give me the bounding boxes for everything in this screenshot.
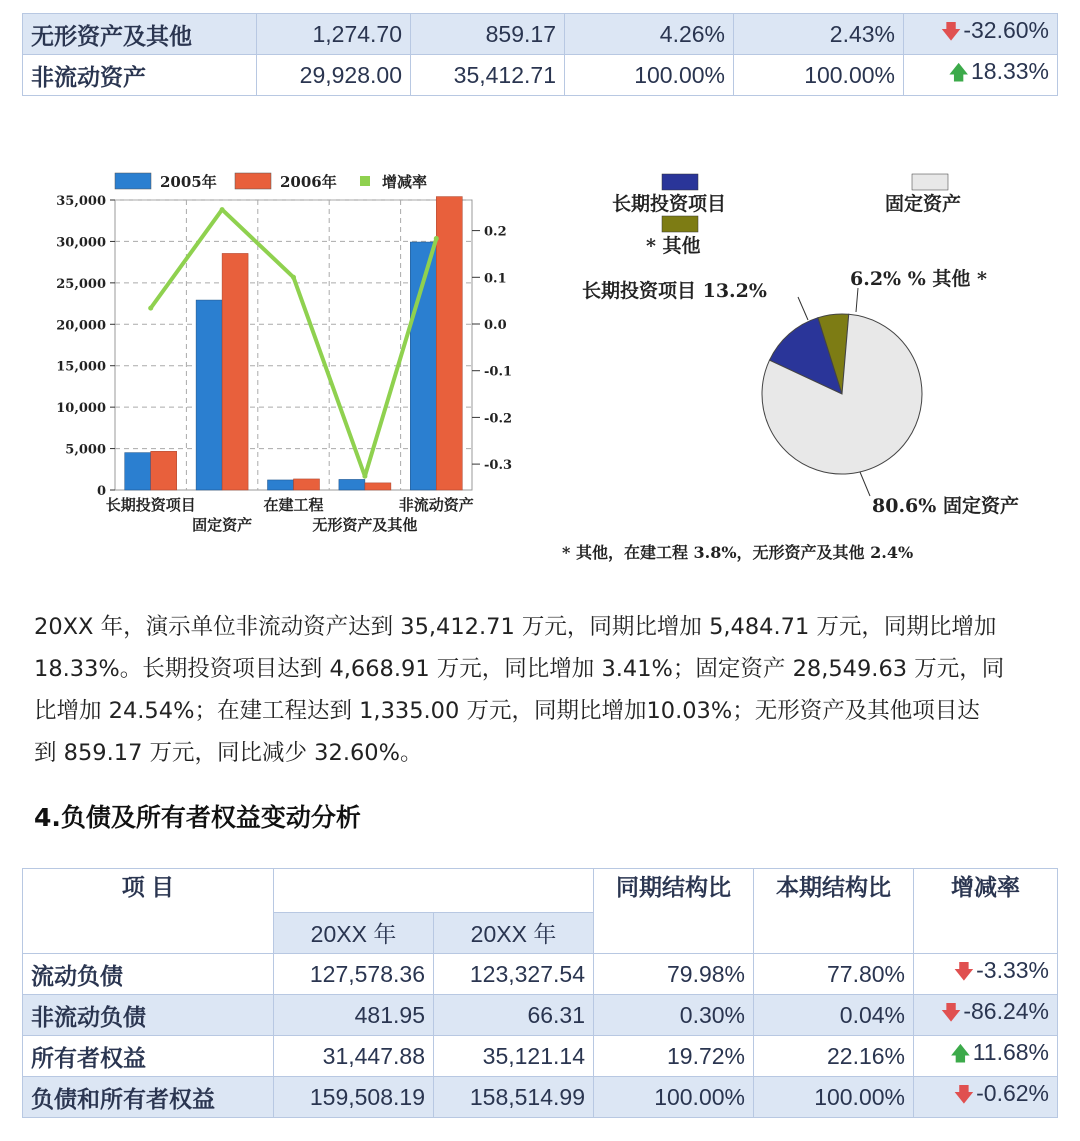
x-tick-label: 在建工程 bbox=[263, 496, 324, 514]
y-tick-label: 30,000 bbox=[56, 235, 106, 251]
y2-tick-label: -0.2 bbox=[484, 411, 513, 427]
row-label: 非流动资产 bbox=[23, 55, 257, 96]
pie-footnote: * 其他，在建工程 3.8%，无形资产及其他 2.4% bbox=[562, 543, 914, 562]
x-tick-label: 固定资产 bbox=[192, 516, 253, 534]
legend-swatch bbox=[360, 176, 370, 186]
table-row bbox=[23, 954, 1058, 995]
leader-line bbox=[860, 472, 870, 496]
row-label: 所有者权益 bbox=[23, 1036, 274, 1077]
slice-label: 6.2% % 其他 * bbox=[850, 268, 987, 290]
section-title: 4.负债及所有者权益变动分析 bbox=[34, 803, 361, 832]
header-curr-structure: 本期结构比 bbox=[754, 869, 914, 954]
legend-swatch bbox=[235, 173, 271, 189]
table-row bbox=[23, 14, 1058, 55]
y2-tick-label: 0.0 bbox=[484, 318, 507, 333]
value-curr: 35,121.14 bbox=[434, 1036, 594, 1077]
curr-structure: 77.80% bbox=[754, 954, 914, 995]
bar-2006 bbox=[222, 253, 248, 490]
slice-label: 长期投资项目 13.2% bbox=[582, 280, 767, 302]
bar-2006 bbox=[294, 479, 320, 490]
table-row bbox=[23, 995, 1058, 1036]
arrow-down-icon: 🡇 bbox=[940, 21, 962, 43]
header-year: 20XX 年 bbox=[434, 912, 594, 954]
rate-point bbox=[362, 474, 367, 479]
arrow-up-icon: 🡅 bbox=[948, 62, 969, 84]
change-rate: 🡇-0.62% bbox=[914, 1077, 1058, 1118]
y2-tick-label: -0.1 bbox=[484, 364, 513, 380]
row-label: 无形资产及其他 bbox=[23, 14, 257, 55]
y2-tick-label: -0.3 bbox=[484, 458, 513, 474]
asset-table bbox=[22, 13, 1058, 96]
analysis-paragraph bbox=[34, 606, 1054, 774]
y2-tick-label: 0.2 bbox=[484, 224, 507, 240]
prev-structure: 4.26% bbox=[565, 14, 734, 55]
value-curr: 123,327.54 bbox=[434, 954, 594, 995]
value-2005: 1,274.70 bbox=[257, 14, 411, 55]
change-rate: 🡇-32.60% bbox=[904, 14, 1058, 55]
legend-swatch bbox=[662, 174, 698, 190]
prev-structure: 100.00% bbox=[565, 55, 734, 96]
change-rate: 🡇-86.24% bbox=[914, 995, 1058, 1036]
value-prev: 127,578.36 bbox=[274, 954, 434, 995]
bar-2006 bbox=[151, 451, 177, 490]
arrow-down-icon: 🡇 bbox=[953, 1084, 975, 1106]
y-tick-label: 15,000 bbox=[56, 359, 106, 375]
curr-structure: 2.43% bbox=[734, 14, 904, 55]
table-row bbox=[23, 55, 1058, 96]
value-2006: 859.17 bbox=[411, 14, 565, 55]
leader-line bbox=[856, 288, 858, 312]
curr-structure: 100.00% bbox=[754, 1077, 914, 1118]
arrow-up-icon: 🡅 bbox=[950, 1043, 971, 1065]
header-item: 项 目 bbox=[23, 869, 274, 954]
table-row bbox=[23, 1036, 1058, 1077]
rate-point bbox=[220, 207, 225, 212]
legend-label: 长期投资项目 bbox=[612, 193, 727, 215]
value-prev: 31,447.88 bbox=[274, 1036, 434, 1077]
legend-swatch bbox=[115, 173, 151, 189]
value-2006: 35,412.71 bbox=[411, 55, 565, 96]
y2-tick-label: 0.1 bbox=[484, 271, 507, 287]
header-year: 20XX 年 bbox=[274, 912, 434, 954]
liability-table bbox=[22, 868, 1058, 1118]
header-row bbox=[23, 869, 1058, 913]
bar-2005 bbox=[339, 479, 365, 490]
legend-label: 2005年 bbox=[160, 173, 217, 191]
bar-2006 bbox=[436, 197, 462, 490]
legend-swatch bbox=[912, 174, 948, 190]
prev-structure: 0.30% bbox=[594, 995, 754, 1036]
curr-structure: 100.00% bbox=[734, 55, 904, 96]
curr-structure: 22.16% bbox=[754, 1036, 914, 1077]
paragraph-line: 18.33%。长期投资项目达到 4,668.91 万元，同比增加 3.41%；固定资产 28,549.63 万元，同 bbox=[34, 656, 1005, 682]
y-tick-label: 25,000 bbox=[56, 276, 106, 292]
prev-structure: 100.00% bbox=[594, 1077, 754, 1118]
table-row bbox=[23, 1077, 1058, 1118]
header-year-group bbox=[274, 869, 594, 913]
row-label: 非流动负债 bbox=[23, 995, 274, 1036]
legend-label: 2006年 bbox=[280, 173, 337, 191]
value-prev: 481.95 bbox=[274, 995, 434, 1036]
value-prev: 159,508.19 bbox=[274, 1077, 434, 1118]
legend-label: 增减率 bbox=[382, 173, 428, 191]
rate-point bbox=[148, 306, 153, 311]
legend-swatch bbox=[662, 216, 698, 232]
change-rate: 🡅18.33% bbox=[904, 55, 1058, 96]
bar-2005 bbox=[268, 480, 294, 490]
header-change-rate: 增减率 bbox=[914, 869, 1058, 954]
paragraph-line: 20XX 年，演示单位非流动资产达到 35,412.71 万元，同期比增加 5,484.71 万元，同期比增加 bbox=[34, 614, 997, 640]
curr-structure: 0.04% bbox=[754, 995, 914, 1036]
legend-label: * 其他 bbox=[646, 235, 701, 257]
slice-label: 80.6% 固定资产 bbox=[872, 495, 1019, 517]
y-tick-label: 5,000 bbox=[65, 442, 106, 458]
prev-structure: 79.98% bbox=[594, 954, 754, 995]
paragraph-line: 比增加 24.54%；在建工程达到 1,335.00 万元，同期比增加10.03%；无形资产及其他项目达 bbox=[34, 698, 980, 724]
paragraph-line: 到 859.17 万元，同比减少 32.60%。 bbox=[34, 740, 423, 766]
row-label: 负债和所有者权益 bbox=[23, 1077, 274, 1118]
prev-structure: 19.72% bbox=[594, 1036, 754, 1077]
x-tick-label: 非流动资产 bbox=[398, 496, 474, 514]
y-tick-label: 20,000 bbox=[56, 318, 106, 334]
change-rate: 🡇-3.33% bbox=[914, 954, 1058, 995]
y-tick-label: 35,000 bbox=[56, 194, 106, 209]
value-curr: 158,514.99 bbox=[434, 1077, 594, 1118]
bar-2005 bbox=[196, 300, 222, 490]
value-2005: 29,928.00 bbox=[257, 55, 411, 96]
rate-point bbox=[291, 275, 296, 280]
bar-line-chart bbox=[40, 160, 560, 580]
leader-line bbox=[798, 297, 808, 320]
row-label: 流动负债 bbox=[23, 954, 274, 995]
value-curr: 66.31 bbox=[434, 995, 594, 1036]
arrow-down-icon: 🡇 bbox=[953, 961, 975, 983]
change-rate: 🡅11.68% bbox=[914, 1036, 1058, 1077]
arrow-down-icon: 🡇 bbox=[940, 1002, 962, 1024]
bar-2006 bbox=[365, 483, 391, 490]
y-tick-label: 0 bbox=[96, 484, 106, 499]
pie-chart bbox=[560, 160, 1030, 580]
legend-label: 固定资产 bbox=[885, 193, 962, 215]
x-tick-label: 无形资产及其他 bbox=[312, 516, 418, 534]
bar-2005 bbox=[125, 453, 151, 490]
y-tick-label: 10,000 bbox=[56, 401, 106, 417]
header-prev-structure: 同期结构比 bbox=[594, 869, 754, 954]
rate-point bbox=[434, 236, 439, 241]
x-tick-label: 长期投资项目 bbox=[105, 496, 196, 514]
